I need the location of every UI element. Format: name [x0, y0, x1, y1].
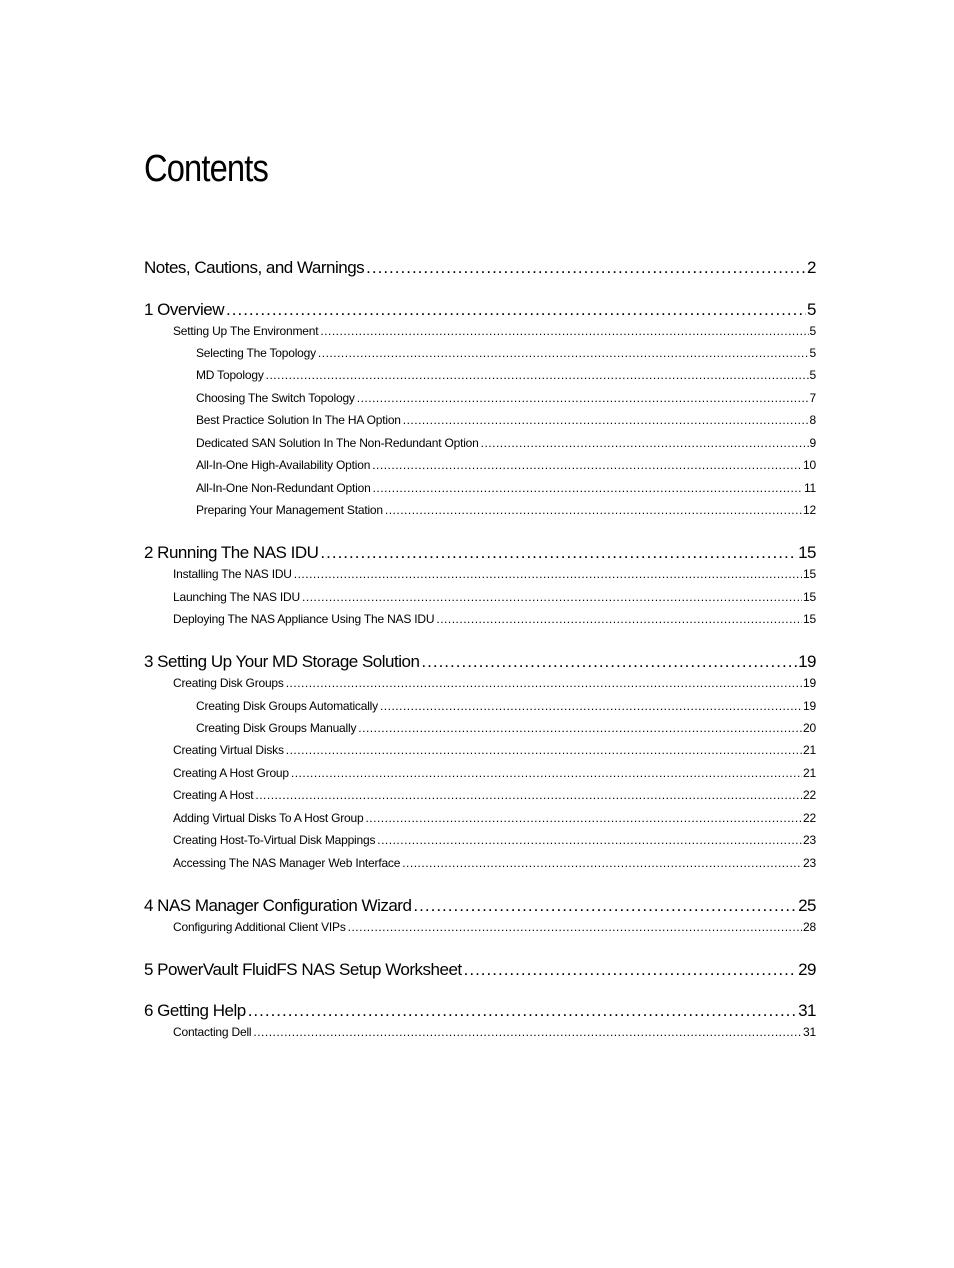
dot-leader — [402, 856, 802, 871]
dot-leader — [348, 920, 802, 935]
dot-leader — [318, 346, 809, 361]
toc-page-number: 31 — [803, 1025, 816, 1039]
toc-section[interactable] — [173, 612, 816, 627]
toc-entry-title: 2 Running The NAS IDU — [144, 543, 319, 562]
toc-entry-title: Creating Disk Groups Automatically — [196, 699, 378, 713]
toc-chapter-6[interactable] — [144, 1000, 816, 1021]
toc-entry-title: All-In-One High-Availability Option — [196, 458, 371, 472]
toc-section[interactable] — [173, 766, 816, 781]
toc-subsection[interactable] — [196, 481, 816, 496]
dot-leader — [302, 590, 802, 605]
dot-leader — [320, 542, 797, 563]
toc-entry-title: Creating A Host — [173, 788, 254, 802]
toc-entry-title: Setting Up The Environment — [173, 324, 319, 338]
toc-chapter-4[interactable] — [144, 895, 816, 916]
dot-leader — [253, 1025, 802, 1040]
toc-entry-title: Selecting The Topology — [196, 346, 316, 360]
dot-leader — [248, 1000, 797, 1021]
toc-subsection[interactable] — [196, 721, 816, 736]
dot-leader — [380, 699, 802, 714]
dot-leader — [365, 811, 802, 826]
toc-page-number: 7 — [809, 391, 816, 405]
toc-chapter-3[interactable] — [144, 651, 816, 672]
toc-entry-title: Installing The NAS IDU — [173, 567, 292, 581]
toc-page-number: 22 — [803, 788, 816, 802]
toc-page-number: 5 — [809, 346, 816, 360]
toc-section[interactable] — [173, 590, 816, 605]
dot-leader — [226, 299, 806, 320]
toc-entry-title: All-In-One Non-Redundant Option — [196, 481, 371, 495]
toc-entry-title: Creating Host-To-Virtual Disk Mappings — [173, 833, 376, 847]
toc-entry-title: 6 Getting Help — [144, 1001, 246, 1020]
toc-page-number: 5 — [809, 324, 816, 338]
toc-entry-title: Accessing The NAS Manager Web Interface — [173, 856, 401, 870]
toc-entry-title: 3 Setting Up Your MD Storage Solution — [144, 652, 420, 671]
dot-leader — [291, 766, 802, 781]
toc-subsection[interactable] — [196, 368, 816, 383]
toc-subsection[interactable] — [196, 503, 816, 518]
dot-leader — [421, 651, 797, 672]
toc-entry-title: Creating Virtual Disks — [173, 743, 284, 757]
dot-leader — [377, 833, 802, 848]
toc-page-number: 20 — [803, 721, 816, 735]
toc-page-number: 15 — [803, 567, 816, 581]
dot-leader — [294, 567, 802, 582]
toc-subsection[interactable] — [196, 458, 816, 473]
toc-page-number: 12 — [803, 503, 816, 517]
toc-page-number: 28 — [803, 920, 816, 934]
toc-page-number: 15 — [798, 543, 816, 562]
toc-page-number: 23 — [803, 856, 816, 870]
toc-entry-title: Notes, Cautions, and Warnings — [144, 258, 365, 277]
toc-page-number: 8 — [809, 413, 816, 427]
toc-page-number: 15 — [803, 590, 816, 604]
dot-leader — [413, 895, 797, 916]
toc-subsection[interactable] — [196, 413, 816, 428]
toc-subsection[interactable] — [196, 436, 816, 451]
toc-subsection[interactable] — [196, 391, 816, 406]
toc-page-number: 15 — [803, 612, 816, 626]
toc-section[interactable] — [173, 833, 816, 848]
toc-entry-title: Preparing Your Management Station — [196, 503, 383, 517]
toc-page-number: 5 — [809, 368, 816, 382]
dot-leader — [320, 324, 808, 339]
dot-leader — [464, 959, 797, 980]
dot-leader — [255, 788, 802, 803]
dot-leader — [358, 721, 802, 736]
toc-entry-notes-cautions-warnings[interactable] — [144, 257, 816, 278]
toc-page-number: 22 — [803, 811, 816, 825]
toc-page-number: 21 — [803, 743, 816, 757]
toc-entry-title: Contacting Dell — [173, 1025, 252, 1039]
toc-entry-title: Dedicated SAN Solution In The Non-Redundant Option — [196, 436, 479, 450]
toc-entry-title: MD Topology — [196, 368, 264, 382]
toc-section[interactable] — [173, 856, 816, 871]
toc-subsection[interactable] — [196, 699, 816, 714]
toc-page-number: 10 — [803, 458, 816, 472]
toc-page-number: 21 — [803, 766, 816, 780]
toc-page-number: 2 — [807, 258, 816, 277]
toc-page-number: 29 — [798, 960, 816, 979]
toc-entry-title: Configuring Additional Client VIPs — [173, 920, 346, 934]
dot-leader — [481, 436, 809, 451]
dot-leader — [286, 743, 802, 758]
toc-entry-title: Choosing The Switch Topology — [196, 391, 355, 405]
toc-section[interactable] — [173, 811, 816, 826]
toc-entry-title: 5 PowerVault FluidFS NAS Setup Worksheet — [144, 960, 462, 979]
toc-section[interactable] — [173, 676, 816, 691]
toc-entry-title: Creating Disk Groups Manually — [196, 721, 357, 735]
toc-page-number: 19 — [803, 676, 816, 690]
toc-section[interactable] — [173, 1025, 816, 1040]
dot-leader — [366, 257, 806, 278]
dot-leader — [286, 676, 802, 691]
toc-page-number: 19 — [803, 699, 816, 713]
toc-page-number: 5 — [807, 300, 816, 319]
toc-entry-title: Best Practice Solution In The HA Option — [196, 413, 401, 427]
toc-page-number: 23 — [803, 833, 816, 847]
toc-entry-title: Launching The NAS IDU — [173, 590, 300, 604]
dot-leader — [266, 368, 809, 383]
toc-section[interactable] — [173, 788, 816, 803]
toc-chapter-2[interactable] — [144, 542, 816, 563]
toc-page-number: 31 — [798, 1001, 816, 1020]
toc-entry-title: 1 Overview — [144, 300, 225, 319]
toc-entry-title: Adding Virtual Disks To A Host Group — [173, 811, 364, 825]
dot-leader — [372, 458, 802, 473]
toc-subsection[interactable] — [196, 346, 816, 361]
toc-page-number: 25 — [798, 896, 816, 915]
toc-entry-title: Creating Disk Groups — [173, 676, 284, 690]
dot-leader — [373, 481, 803, 496]
dot-leader — [385, 503, 802, 518]
toc-section[interactable] — [173, 920, 816, 935]
toc-section[interactable] — [173, 743, 816, 758]
toc-page-number: 19 — [798, 652, 816, 671]
toc-entry-title: Creating A Host Group — [173, 766, 289, 780]
toc-entry-title: 4 NAS Manager Configuration Wizard — [144, 896, 412, 915]
toc-chapter-1[interactable] — [144, 299, 816, 320]
page-title: Contents — [144, 148, 268, 190]
toc-section[interactable] — [173, 567, 816, 582]
toc-entry-title: Deploying The NAS Appliance Using The NAS IDU — [173, 612, 435, 626]
dot-leader — [436, 612, 802, 627]
toc-page-number: 11 — [803, 481, 816, 495]
toc-page-number: 9 — [809, 436, 816, 450]
toc-section[interactable] — [173, 324, 816, 339]
toc-chapter-5[interactable] — [144, 959, 816, 980]
dot-leader — [403, 413, 809, 428]
dot-leader — [357, 391, 809, 406]
